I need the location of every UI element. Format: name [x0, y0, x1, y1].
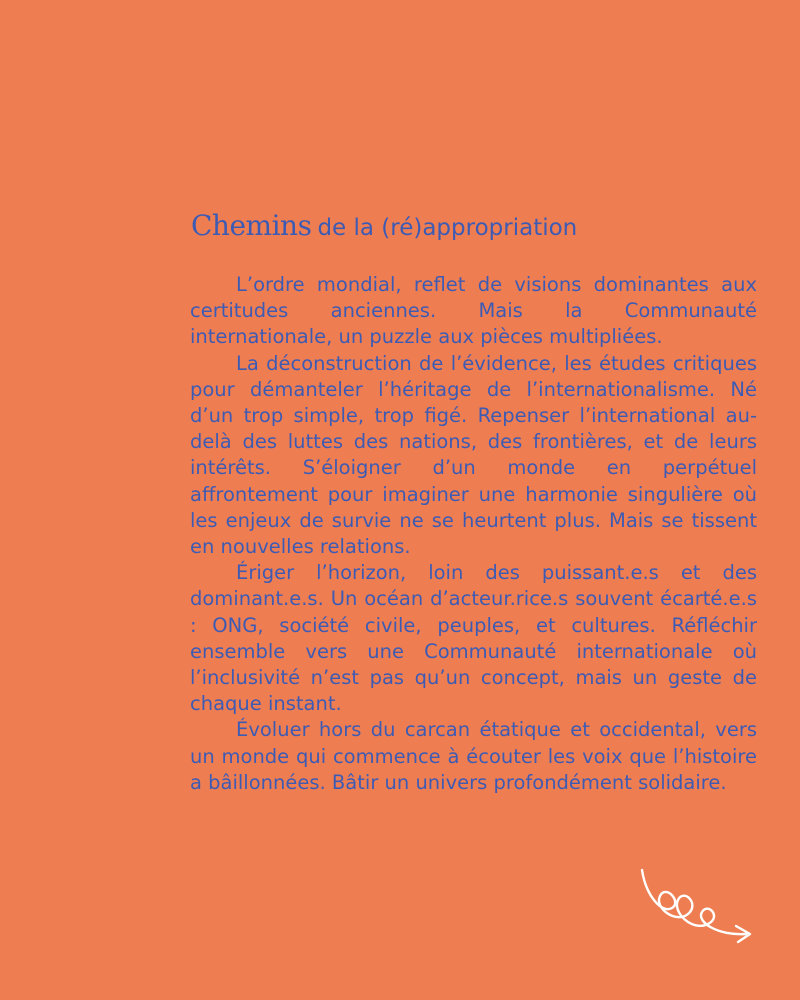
page-title — [191, 206, 577, 250]
title-script-word: Chemins — [191, 209, 312, 242]
paragraph-3: Ériger l’horizon, loin des puissant.e.s et des dominant.e.s. Un océan d’acteur.rice.s souvent écarté.e.s : ONG, société civile, peuples, et cultures. Réfléchir ensemble vers une Communauté internationale où l’inclusivité n’est pas qu’un concept, mais un geste de chaque instant. — [190, 561, 757, 716]
paragraph-2: La déconstruction de l’évidence, les études critiques pour démanteler l’héritage de l’internationalisme. Né d’un trop simple, trop figé. Repenser l’international au-delà des luttes des nations, des frontières, et de leurs intérêts. S’éloigner d’un monde en perpétuel affrontement pour imaginer une harmonie singulière où les enjeux de survie ne se heurtent plus. Mais se tissent en nouvelles relations. — [190, 351, 757, 559]
title-rest: de la (ré)appropriation — [317, 215, 578, 241]
paragraph-1: L’ordre mondial, reflet de visions dominantes aux certitudes anciennes. Mais la Communauté internationale, un puzzle aux pièces multipliées. — [190, 273, 757, 349]
body-text — [190, 272, 757, 796]
paragraph-4: Évoluer hors du carcan étatique et occidental, vers un monde qui commence à écouter les voix que l’histoire a bâillonnées. Bâtir un univers profondément solidaire. — [190, 718, 757, 794]
loop-arrow-right-icon[interactable] — [636, 866, 762, 950]
